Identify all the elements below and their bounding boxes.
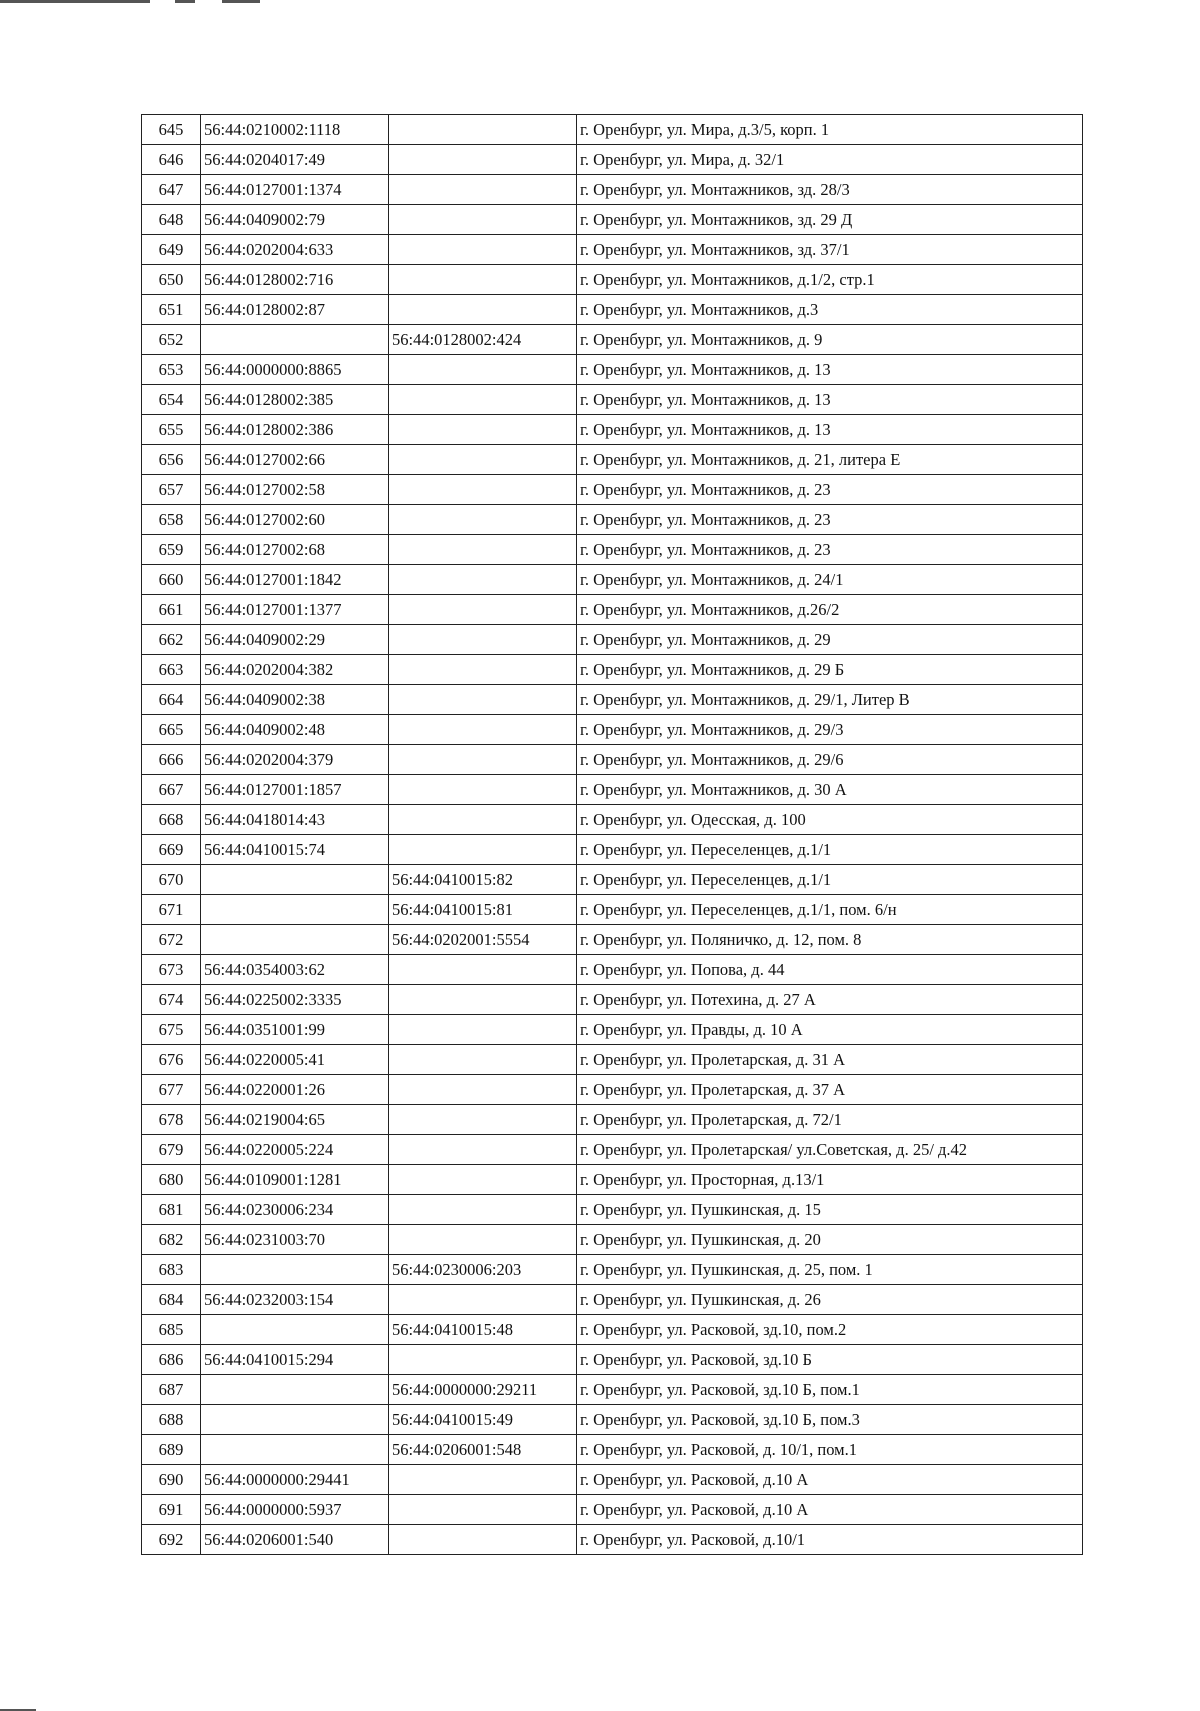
row-number-cell: 654 — [142, 385, 201, 415]
cadastral-number-premises-cell — [389, 1465, 577, 1495]
table-row — [142, 685, 1083, 715]
table-row — [142, 835, 1083, 865]
table-row — [142, 955, 1083, 985]
cadastral-number-premises-cell — [389, 715, 577, 745]
cadastral-number-premises-cell — [389, 835, 577, 865]
table-row — [142, 1225, 1083, 1255]
address-cell: г. Оренбург, ул. Правды, д. 10 А — [577, 1015, 1083, 1045]
table-row — [142, 1315, 1083, 1345]
address-cell: г. Оренбург, ул. Одесская, д. 100 — [577, 805, 1083, 835]
cadastral-number-premises-cell — [389, 655, 577, 685]
address-cell: г. Оренбург, ул. Расковой, д.10 А — [577, 1465, 1083, 1495]
table-row — [142, 1375, 1083, 1405]
cadastral-number-parcel-cell: 56:44:0409002:79 — [201, 205, 389, 235]
address-cell: г. Оренбург, ул. Монтажников, д.1/2, стр.1 — [577, 265, 1083, 295]
cadastral-number-premises-cell — [389, 235, 577, 265]
row-number-cell: 692 — [142, 1525, 201, 1555]
row-number-cell: 659 — [142, 535, 201, 565]
address-cell: г. Оренбург, ул. Переселенцев, д.1/1 — [577, 865, 1083, 895]
cadastral-number-parcel-cell: 56:44:0219004:65 — [201, 1105, 389, 1135]
address-cell: г. Оренбург, ул. Монтажников, д. 23 — [577, 475, 1083, 505]
address-cell: г. Оренбург, ул. Пушкинская, д. 15 — [577, 1195, 1083, 1225]
table-row — [142, 1015, 1083, 1045]
row-number-cell: 657 — [142, 475, 201, 505]
address-cell: г. Оренбург, ул. Монтажников, д. 29/3 — [577, 715, 1083, 745]
cadastral-number-premises-cell — [389, 415, 577, 445]
cadastral-number-parcel-cell: 56:44:0410015:294 — [201, 1345, 389, 1375]
address-cell: г. Оренбург, ул. Монтажников, д. 21, литера Е — [577, 445, 1083, 475]
row-number-cell: 690 — [142, 1465, 201, 1495]
cadastral-number-premises-cell: 56:44:0410015:82 — [389, 865, 577, 895]
cadastral-number-parcel-cell: 56:44:0127002:58 — [201, 475, 389, 505]
cadastral-number-premises-cell — [389, 205, 577, 235]
row-number-cell: 671 — [142, 895, 201, 925]
address-cell: г. Оренбург, ул. Монтажников, д. 13 — [577, 415, 1083, 445]
row-number-cell: 670 — [142, 865, 201, 895]
cadastral-number-premises-cell — [389, 1495, 577, 1525]
cadastral-number-parcel-cell — [201, 1435, 389, 1465]
table-row — [142, 985, 1083, 1015]
address-cell: г. Оренбург, ул. Монтажников, д. 29/1, Литер В — [577, 685, 1083, 715]
address-cell: г. Оренбург, ул. Монтажников, д. 13 — [577, 385, 1083, 415]
cadastral-number-premises-cell: 56:44:0230006:203 — [389, 1255, 577, 1285]
table-row — [142, 745, 1083, 775]
cadastral-number-parcel-cell — [201, 325, 389, 355]
address-cell: г. Оренбург, ул. Монтажников, д. 29/6 — [577, 745, 1083, 775]
cadastral-number-parcel-cell: 56:44:0418014:43 — [201, 805, 389, 835]
table-row — [142, 1525, 1083, 1555]
table-row — [142, 895, 1083, 925]
row-number-cell: 678 — [142, 1105, 201, 1135]
cadastral-number-premises-cell — [389, 745, 577, 775]
row-number-cell: 647 — [142, 175, 201, 205]
table-row — [142, 595, 1083, 625]
address-cell: г. Оренбург, ул. Расковой, д.10 А — [577, 1495, 1083, 1525]
table-row — [142, 805, 1083, 835]
row-number-cell: 677 — [142, 1075, 201, 1105]
address-cell: г. Оренбург, ул. Пролетарская, д. 72/1 — [577, 1105, 1083, 1135]
cadastral-number-parcel-cell: 56:44:0354003:62 — [201, 955, 389, 985]
address-cell: г. Оренбург, ул. Пушкинская, д. 26 — [577, 1285, 1083, 1315]
row-number-cell: 688 — [142, 1405, 201, 1435]
cadastral-number-parcel-cell: 56:44:0206001:540 — [201, 1525, 389, 1555]
cadastral-number-premises-cell — [389, 1015, 577, 1045]
row-number-cell: 660 — [142, 565, 201, 595]
cadastral-number-premises-cell — [389, 385, 577, 415]
table-row — [142, 505, 1083, 535]
cadastral-number-parcel-cell: 56:44:0000000:5937 — [201, 1495, 389, 1525]
table-row — [142, 175, 1083, 205]
row-number-cell: 663 — [142, 655, 201, 685]
table-row — [142, 925, 1083, 955]
scan-edge-mark-top — [0, 0, 260, 3]
cadastral-number-premises-cell — [389, 1285, 577, 1315]
row-number-cell: 651 — [142, 295, 201, 325]
cadastral-number-parcel-cell: 56:44:0000000:29441 — [201, 1465, 389, 1495]
table-row — [142, 715, 1083, 745]
address-cell: г. Оренбург, ул. Монтажников, д. 29 Б — [577, 655, 1083, 685]
registry-table — [141, 114, 1083, 1555]
cadastral-number-parcel-cell: 56:44:0127001:1842 — [201, 565, 389, 595]
row-number-cell: 669 — [142, 835, 201, 865]
address-cell: г. Оренбург, ул. Монтажников, д.26/2 — [577, 595, 1083, 625]
address-cell: г. Оренбург, ул. Расковой, д. 10/1, пом.1 — [577, 1435, 1083, 1465]
cadastral-number-parcel-cell: 56:44:0409002:29 — [201, 625, 389, 655]
cadastral-number-premises-cell — [389, 1135, 577, 1165]
cadastral-number-parcel-cell: 56:44:0231003:70 — [201, 1225, 389, 1255]
cadastral-number-parcel-cell: 56:44:0410015:74 — [201, 835, 389, 865]
cadastral-number-premises-cell — [389, 445, 577, 475]
registry-table-body — [142, 115, 1083, 1555]
cadastral-number-parcel-cell: 56:44:0128002:385 — [201, 385, 389, 415]
table-row — [142, 415, 1083, 445]
table-row — [142, 1345, 1083, 1375]
row-number-cell: 687 — [142, 1375, 201, 1405]
cadastral-number-parcel-cell: 56:44:0127001:1857 — [201, 775, 389, 805]
cadastral-number-premises-cell: 56:44:0206001:548 — [389, 1435, 577, 1465]
row-number-cell: 664 — [142, 685, 201, 715]
address-cell: г. Оренбург, ул. Монтажников, зд. 28/3 — [577, 175, 1083, 205]
cadastral-number-premises-cell — [389, 535, 577, 565]
address-cell: г. Оренбург, ул. Расковой, зд.10, пом.2 — [577, 1315, 1083, 1345]
row-number-cell: 650 — [142, 265, 201, 295]
cadastral-number-premises-cell — [389, 1105, 577, 1135]
cadastral-number-parcel-cell: 56:44:0409002:38 — [201, 685, 389, 715]
address-cell: г. Оренбург, ул. Монтажников, д. 9 — [577, 325, 1083, 355]
cadastral-number-premises-cell — [389, 1195, 577, 1225]
cadastral-number-premises-cell — [389, 1165, 577, 1195]
table-row — [142, 295, 1083, 325]
row-number-cell: 662 — [142, 625, 201, 655]
cadastral-number-parcel-cell: 56:44:0202004:379 — [201, 745, 389, 775]
row-number-cell: 652 — [142, 325, 201, 355]
row-number-cell: 682 — [142, 1225, 201, 1255]
cadastral-number-parcel-cell: 56:44:0230006:234 — [201, 1195, 389, 1225]
cadastral-number-premises-cell — [389, 955, 577, 985]
table-row — [142, 1135, 1083, 1165]
table-row — [142, 115, 1083, 145]
row-number-cell: 674 — [142, 985, 201, 1015]
table-row — [142, 1165, 1083, 1195]
row-number-cell: 649 — [142, 235, 201, 265]
address-cell: г. Оренбург, ул. Расковой, зд.10 Б, пом.3 — [577, 1405, 1083, 1435]
table-row — [142, 475, 1083, 505]
table-row — [142, 325, 1083, 355]
row-number-cell: 655 — [142, 415, 201, 445]
address-cell: г. Оренбург, ул. Монтажников, д. 30 А — [577, 775, 1083, 805]
table-row — [142, 1075, 1083, 1105]
row-number-cell: 681 — [142, 1195, 201, 1225]
cadastral-number-premises-cell — [389, 1345, 577, 1375]
address-cell: г. Оренбург, ул. Просторная, д.13/1 — [577, 1165, 1083, 1195]
cadastral-number-parcel-cell: 56:44:0220005:224 — [201, 1135, 389, 1165]
address-cell: г. Оренбург, ул. Монтажников, д. 24/1 — [577, 565, 1083, 595]
address-cell: г. Оренбург, ул. Пушкинская, д. 25, пом. 1 — [577, 1255, 1083, 1285]
row-number-cell: 679 — [142, 1135, 201, 1165]
cadastral-number-premises-cell: 56:44:0000000:29211 — [389, 1375, 577, 1405]
table-row — [142, 265, 1083, 295]
row-number-cell: 648 — [142, 205, 201, 235]
table-row — [142, 1195, 1083, 1225]
row-number-cell: 691 — [142, 1495, 201, 1525]
row-number-cell: 686 — [142, 1345, 201, 1375]
address-cell: г. Оренбург, ул. Мира, д.3/5, корп. 1 — [577, 115, 1083, 145]
table-row — [142, 445, 1083, 475]
address-cell: г. Оренбург, ул. Монтажников, д. 23 — [577, 535, 1083, 565]
cadastral-number-premises-cell — [389, 175, 577, 205]
table-row — [142, 355, 1083, 385]
cadastral-number-premises-cell — [389, 595, 577, 625]
row-number-cell: 689 — [142, 1435, 201, 1465]
row-number-cell: 653 — [142, 355, 201, 385]
cadastral-number-parcel-cell: 56:44:0128002:386 — [201, 415, 389, 445]
address-cell: г. Оренбург, ул. Попова, д. 44 — [577, 955, 1083, 985]
cadastral-number-premises-cell — [389, 115, 577, 145]
row-number-cell: 684 — [142, 1285, 201, 1315]
table-row — [142, 1465, 1083, 1495]
address-cell: г. Оренбург, ул. Переселенцев, д.1/1 — [577, 835, 1083, 865]
address-cell: г. Оренбург, ул. Монтажников, д.3 — [577, 295, 1083, 325]
row-number-cell: 683 — [142, 1255, 201, 1285]
row-number-cell: 676 — [142, 1045, 201, 1075]
table-row — [142, 1285, 1083, 1315]
cadastral-number-premises-cell — [389, 1045, 577, 1075]
cadastral-number-premises-cell: 56:44:0410015:48 — [389, 1315, 577, 1345]
cadastral-number-parcel-cell — [201, 925, 389, 955]
address-cell: г. Оренбург, ул. Монтажников, зд. 29 Д — [577, 205, 1083, 235]
address-cell: г. Оренбург, ул. Пролетарская, д. 37 А — [577, 1075, 1083, 1105]
cadastral-number-parcel-cell: 56:44:0127002:66 — [201, 445, 389, 475]
table-row — [142, 145, 1083, 175]
address-cell: г. Оренбург, ул. Монтажников, д. 13 — [577, 355, 1083, 385]
table-row — [142, 1435, 1083, 1465]
address-cell: г. Оренбург, ул. Расковой, зд.10 Б — [577, 1345, 1083, 1375]
cadastral-number-parcel-cell: 56:44:0127002:68 — [201, 535, 389, 565]
row-number-cell: 645 — [142, 115, 201, 145]
row-number-cell: 667 — [142, 775, 201, 805]
cadastral-number-premises-cell — [389, 685, 577, 715]
table-row — [142, 775, 1083, 805]
table-row — [142, 865, 1083, 895]
cadastral-number-parcel-cell: 56:44:0128002:87 — [201, 295, 389, 325]
address-cell: г. Оренбург, ул. Расковой, зд.10 Б, пом.1 — [577, 1375, 1083, 1405]
cadastral-number-premises-cell — [389, 355, 577, 385]
address-cell: г. Оренбург, ул. Пролетарская/ ул.Советская, д. 25/ д.42 — [577, 1135, 1083, 1165]
cadastral-number-premises-cell — [389, 805, 577, 835]
cadastral-number-premises-cell: 56:44:0410015:49 — [389, 1405, 577, 1435]
cadastral-number-premises-cell — [389, 295, 577, 325]
cadastral-number-premises-cell — [389, 1225, 577, 1255]
cadastral-number-parcel-cell: 56:44:0409002:48 — [201, 715, 389, 745]
cadastral-number-premises-cell: 56:44:0128002:424 — [389, 325, 577, 355]
row-number-cell: 672 — [142, 925, 201, 955]
address-cell: г. Оренбург, ул. Потехина, д. 27 А — [577, 985, 1083, 1015]
table-row — [142, 565, 1083, 595]
cadastral-number-parcel-cell: 56:44:0127001:1377 — [201, 595, 389, 625]
cadastral-number-parcel-cell: 56:44:0220001:26 — [201, 1075, 389, 1105]
address-cell: г. Оренбург, ул. Пролетарская, д. 31 А — [577, 1045, 1083, 1075]
table-row — [142, 385, 1083, 415]
address-cell: г. Оренбург, ул. Расковой, д.10/1 — [577, 1525, 1083, 1555]
row-number-cell: 665 — [142, 715, 201, 745]
address-cell: г. Оренбург, ул. Пушкинская, д. 20 — [577, 1225, 1083, 1255]
cadastral-number-parcel-cell: 56:44:0204017:49 — [201, 145, 389, 175]
cadastral-number-premises-cell — [389, 265, 577, 295]
cadastral-number-premises-cell: 56:44:0202001:5554 — [389, 925, 577, 955]
cadastral-number-parcel-cell: 56:44:0220005:41 — [201, 1045, 389, 1075]
cadastral-number-parcel-cell: 56:44:0128002:716 — [201, 265, 389, 295]
table-row — [142, 1405, 1083, 1435]
cadastral-number-parcel-cell — [201, 1375, 389, 1405]
row-number-cell: 685 — [142, 1315, 201, 1345]
cadastral-number-premises-cell: 56:44:0410015:81 — [389, 895, 577, 925]
row-number-cell: 673 — [142, 955, 201, 985]
cadastral-number-parcel-cell: 56:44:0109001:1281 — [201, 1165, 389, 1195]
cadastral-number-parcel-cell: 56:44:0202004:382 — [201, 655, 389, 685]
cadastral-number-parcel-cell: 56:44:0210002:1118 — [201, 115, 389, 145]
cadastral-number-parcel-cell — [201, 895, 389, 925]
cadastral-number-parcel-cell: 56:44:0127002:60 — [201, 505, 389, 535]
table-row — [142, 205, 1083, 235]
address-cell: г. Оренбург, ул. Монтажников, д. 29 — [577, 625, 1083, 655]
cadastral-number-premises-cell — [389, 145, 577, 175]
row-number-cell: 680 — [142, 1165, 201, 1195]
cadastral-number-premises-cell — [389, 625, 577, 655]
cadastral-number-parcel-cell: 56:44:0000000:8865 — [201, 355, 389, 385]
row-number-cell: 666 — [142, 745, 201, 775]
cadastral-number-premises-cell — [389, 985, 577, 1015]
address-cell: г. Оренбург, ул. Мира, д. 32/1 — [577, 145, 1083, 175]
cadastral-number-premises-cell — [389, 775, 577, 805]
address-cell: г. Оренбург, ул. Монтажников, зд. 37/1 — [577, 235, 1083, 265]
cadastral-number-parcel-cell — [201, 1405, 389, 1435]
cadastral-number-premises-cell — [389, 505, 577, 535]
cadastral-number-parcel-cell: 56:44:0202004:633 — [201, 235, 389, 265]
table-row — [142, 235, 1083, 265]
address-cell: г. Оренбург, ул. Монтажников, д. 23 — [577, 505, 1083, 535]
table-row — [142, 625, 1083, 655]
cadastral-number-parcel-cell — [201, 865, 389, 895]
table-row — [142, 1105, 1083, 1135]
address-cell: г. Оренбург, ул. Переселенцев, д.1/1, пом. 6/н — [577, 895, 1083, 925]
table-row — [142, 1495, 1083, 1525]
row-number-cell: 656 — [142, 445, 201, 475]
cadastral-number-premises-cell — [389, 565, 577, 595]
cadastral-number-parcel-cell — [201, 1315, 389, 1345]
row-number-cell: 646 — [142, 145, 201, 175]
cadastral-number-parcel-cell: 56:44:0232003:154 — [201, 1285, 389, 1315]
table-row — [142, 655, 1083, 685]
cadastral-number-parcel-cell: 56:44:0127001:1374 — [201, 175, 389, 205]
row-number-cell: 675 — [142, 1015, 201, 1045]
table-row — [142, 535, 1083, 565]
cadastral-number-premises-cell — [389, 475, 577, 505]
table-row — [142, 1045, 1083, 1075]
row-number-cell: 668 — [142, 805, 201, 835]
table-row — [142, 1255, 1083, 1285]
row-number-cell: 658 — [142, 505, 201, 535]
cadastral-number-parcel-cell — [201, 1255, 389, 1285]
cadastral-number-premises-cell — [389, 1525, 577, 1555]
cadastral-number-parcel-cell: 56:44:0351001:99 — [201, 1015, 389, 1045]
address-cell: г. Оренбург, ул. Поляничко, д. 12, пом. 8 — [577, 925, 1083, 955]
cadastral-number-premises-cell — [389, 1075, 577, 1105]
cadastral-number-parcel-cell: 56:44:0225002:3335 — [201, 985, 389, 1015]
row-number-cell: 661 — [142, 595, 201, 625]
